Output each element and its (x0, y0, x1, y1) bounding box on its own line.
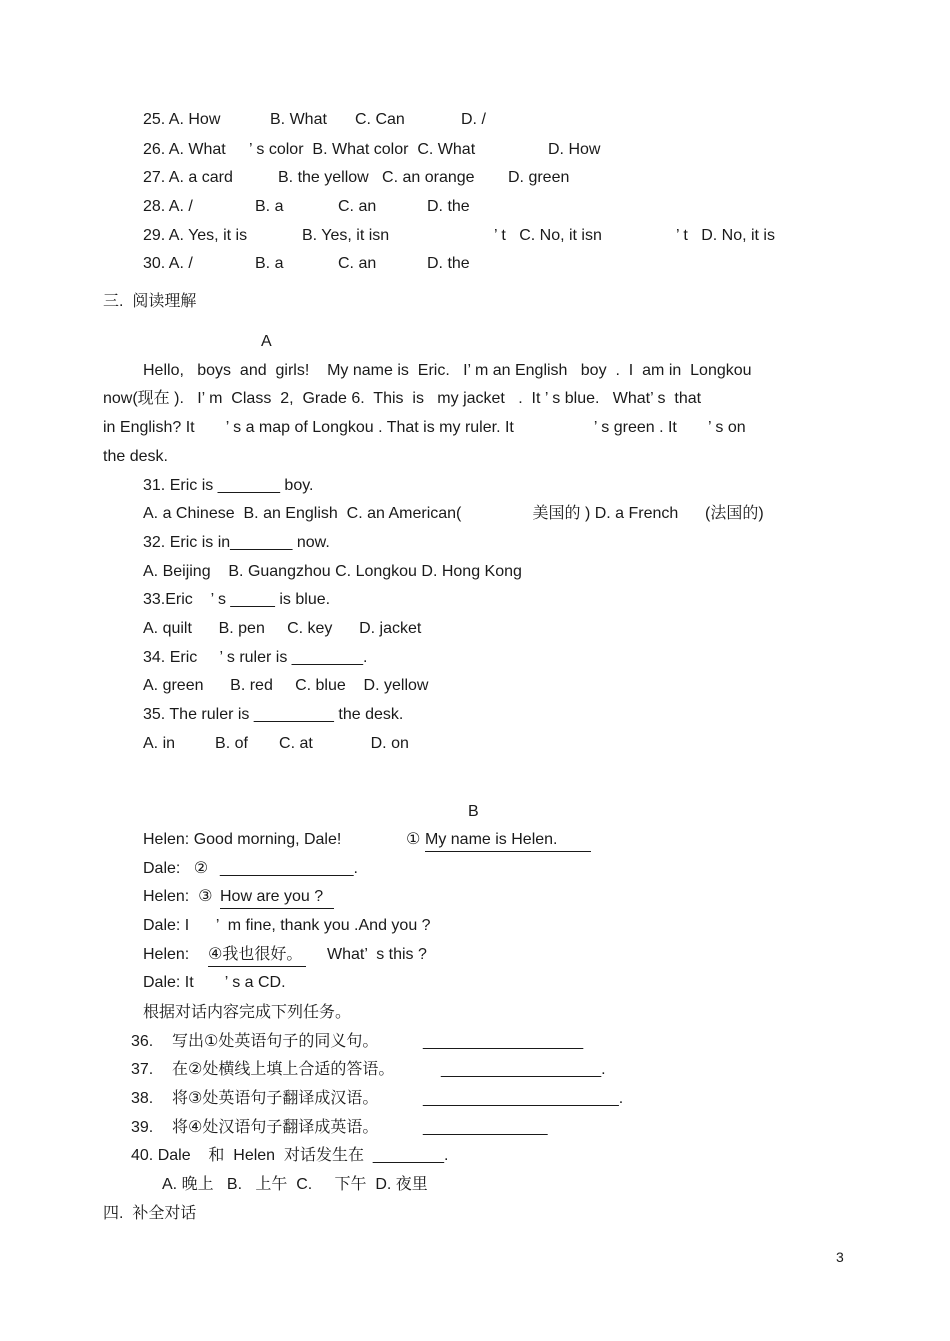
passage-a-line-4: the desk. (103, 448, 168, 465)
tasks-intro: 根据对话内容完成下列任务。 (143, 1004, 352, 1021)
q29-c: ’ t C. No, it isn (494, 227, 602, 244)
dialogue-b-heading: B (468, 803, 479, 820)
passage-a-line-2: now(现在 ). I’ m Class 2, Grade 6. This is my jacket . It ’ s blue. What’ s that (103, 390, 702, 407)
section-3-title: 三. 阅读理解 (103, 293, 197, 310)
q32: 32. Eric is in_______ now. (143, 534, 330, 551)
q31: 31. Eric is _______ boy. (143, 477, 314, 494)
q33-options: A. quilt B. pen C. key D. jacket (143, 620, 422, 637)
dialogue-line-5-rest: What’ s this ? (327, 946, 427, 963)
dialogue-line-5-text: ④我也很好。 (208, 946, 303, 963)
dialogue-line-5-speaker: Helen: (143, 946, 190, 963)
q29-d: ’ t D. No, it is (676, 227, 775, 244)
q25-a: 25. A. How (143, 111, 221, 128)
dialogue-line-2-blank: _______________. (220, 860, 358, 877)
q26-a: 26. A. What (143, 141, 226, 158)
q26-d: D. How (548, 141, 601, 158)
dialogue-line-1-speaker: Helen: Good morning, Dale! (143, 831, 342, 848)
task-37-blank: __________________. (441, 1061, 606, 1078)
task-38-blank: ______________________. (423, 1090, 624, 1107)
q30-d: D. the (427, 255, 470, 272)
dialogue-line-3-underlined (220, 887, 334, 909)
dialogue-line-1-mark: ① (406, 831, 421, 848)
passage-a-line-3: in English? It ’ s a map of Longkou . That is my ruler. It ’ s green . It ’ s on (103, 419, 746, 436)
q34: 34. Eric ’ s ruler is ________. (143, 649, 368, 666)
task-39-blank: ______________ (423, 1119, 548, 1136)
q25-b: B. What (270, 111, 327, 128)
q31-options: A. a Chinese B. an English C. an American( 美国的 ) D. a French (法国的) (143, 505, 764, 522)
task-37-num: 37. (131, 1061, 154, 1078)
q28-c: C. an (338, 198, 377, 215)
q33: 33.Eric ’ s _____ is blue. (143, 591, 331, 608)
task-36-blank: __________________ (423, 1033, 584, 1050)
section-4-title: 四. 补全对话 (103, 1205, 197, 1222)
dialogue-line-1-underlined (425, 830, 591, 852)
q28-a: 28. A. / (143, 198, 193, 215)
dialogue-line-3-text: How are you ? (220, 888, 324, 905)
q25-c: C. Can (355, 111, 405, 128)
task-38-num: 38. (131, 1090, 154, 1107)
task-40-options: A. 晚上 B. 上午 C. 下午 D. 夜里 (162, 1176, 428, 1193)
q34-options: A. green B. red C. blue D. yellow (143, 677, 429, 694)
passage-a-heading: A (261, 333, 272, 350)
q32-options: A. Beijing B. Guangzhou C. Longkou D. Hong Kong (143, 563, 522, 580)
dialogue-line-5-underlined (208, 945, 306, 967)
q35-options: A. in B. of C. at D. on (143, 735, 409, 752)
task-36-num: 36. (131, 1033, 154, 1050)
q35: 35. The ruler is _________ the desk. (143, 706, 404, 723)
q29-a: 29. A. Yes, it is (143, 227, 248, 244)
q25-d: D. / (461, 111, 486, 128)
q30-a: 30. A. / (143, 255, 193, 272)
dialogue-line-6: Dale: It ’ s a CD. (143, 974, 286, 991)
q30-c: C. an (338, 255, 377, 272)
task-39-num: 39. (131, 1119, 154, 1136)
q27-b: B. the yellow C. an orange (278, 169, 475, 186)
task-36-text: 写出①处英语句子的同义句。 (172, 1033, 379, 1050)
task-40: 40. Dale 和 Helen 对话发生在 ________. (131, 1147, 449, 1164)
q28-d: D. the (427, 198, 470, 215)
dialogue-line-4: Dale: I ’ m fine, thank you .And you ? (143, 917, 431, 934)
task-38-text: 将③处英语句子翻译成汉语。 (172, 1090, 379, 1107)
dialogue-line-3-speaker: Helen: ③ (143, 888, 213, 905)
passage-a-line-1: Hello, boys and girls! My name is Eric. I’ m an English boy . I am in Longkou (143, 362, 752, 379)
dialogue-line-2-speaker: Dale: ② (143, 860, 209, 877)
q29-b: B. Yes, it isn (302, 227, 390, 244)
q27-a: 27. A. a card (143, 169, 233, 186)
dialogue-line-1-text: My name is Helen. (425, 831, 558, 848)
q26-b: ’ s color B. What color C. What (249, 141, 476, 158)
task-37-text: 在②处横线上填上合适的答语。 (172, 1061, 395, 1078)
task-39-text: 将④处汉语句子翻译成英语。 (172, 1119, 379, 1136)
q30-b: B. a (255, 255, 284, 272)
q28-b: B. a (255, 198, 284, 215)
q27-d: D. green (508, 169, 570, 186)
page-number: 3 (836, 1249, 844, 1265)
